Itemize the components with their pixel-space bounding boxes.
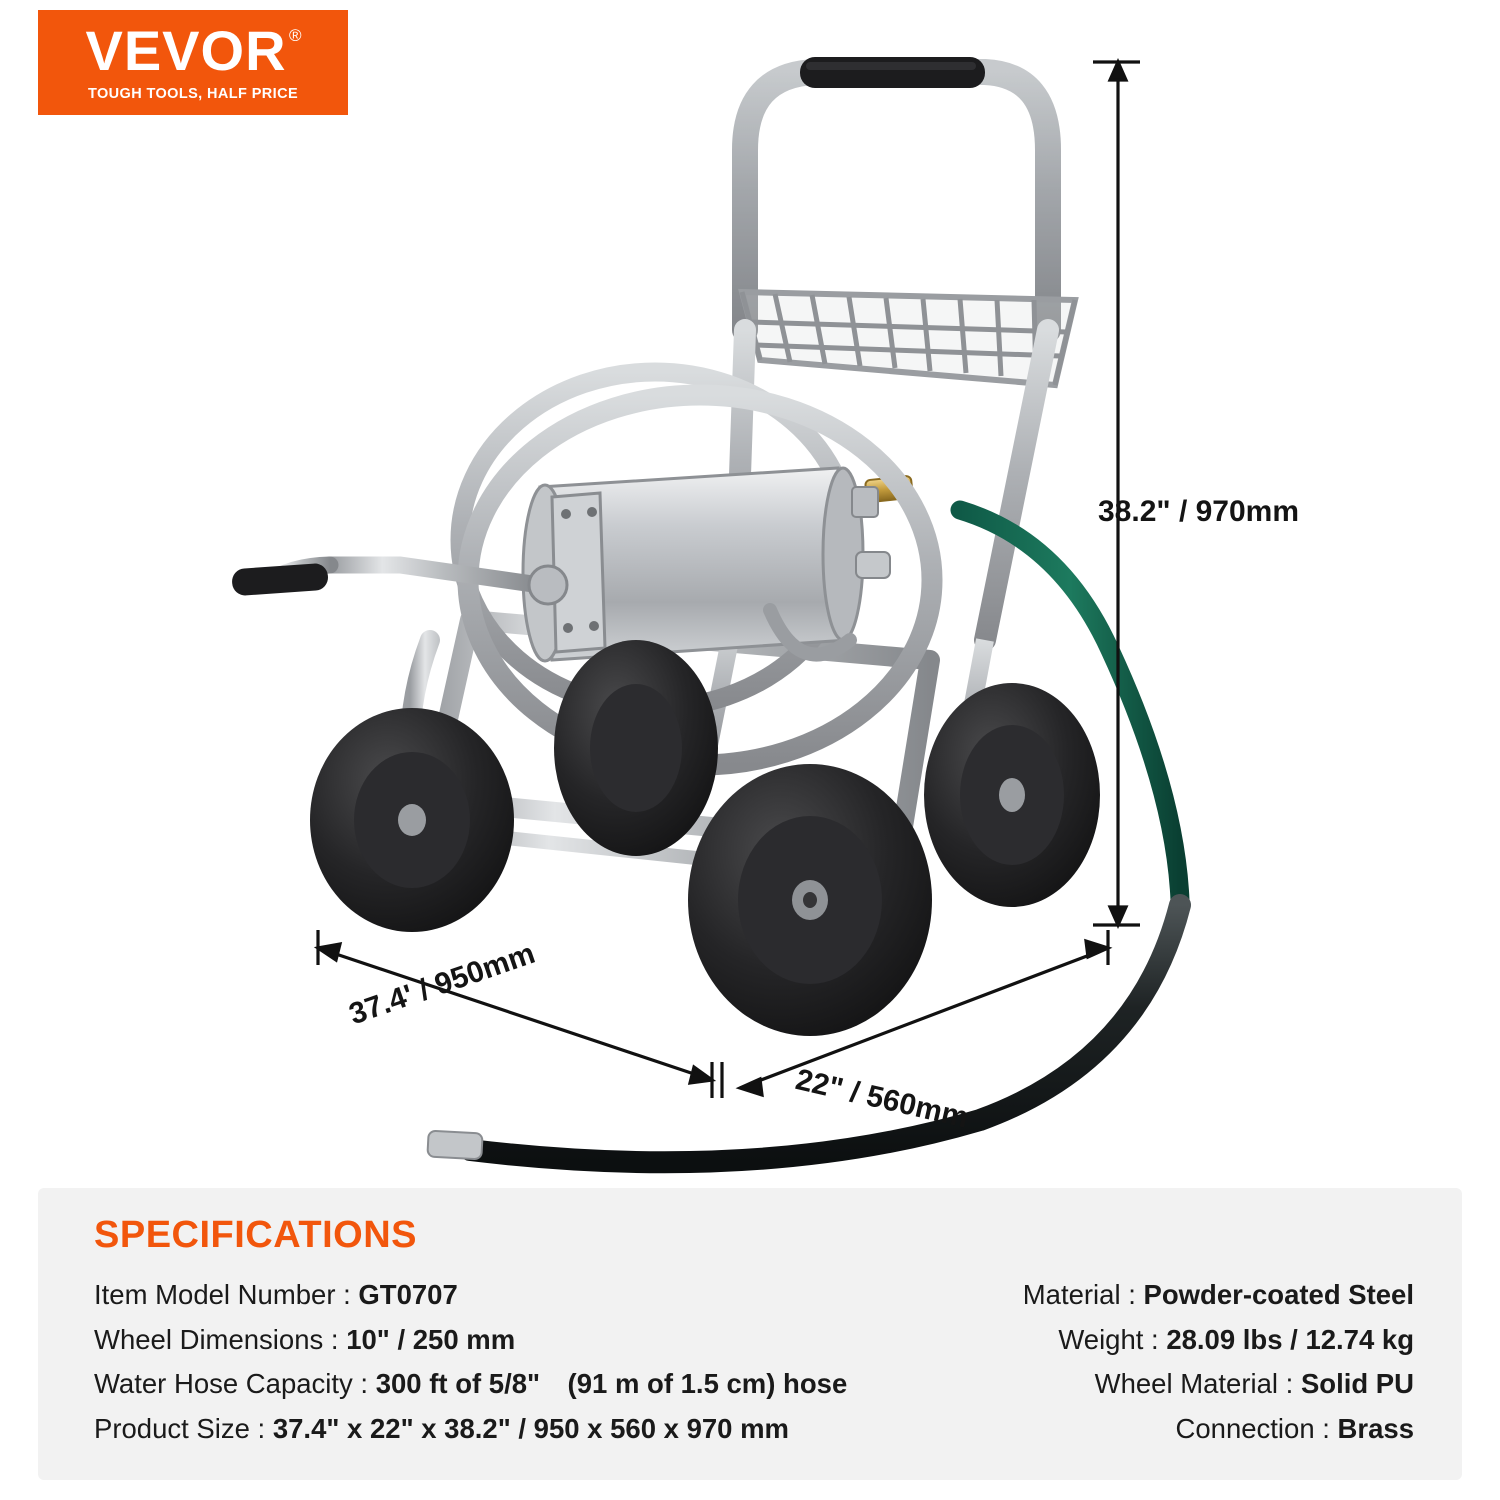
spec-key: Connection :	[1175, 1412, 1330, 1444]
specifications-right-column	[1023, 1273, 1428, 1451]
spec-value: 28.09 lbs / 12.74 kg	[1166, 1323, 1414, 1355]
spec-value: 37.4" x 22" x 38.2" / 950 x 560 x 970 mm	[272, 1412, 790, 1444]
spec-row	[1023, 1273, 1414, 1318]
registered-mark-icon: ®	[289, 26, 303, 45]
spec-value: GT0707	[358, 1279, 458, 1310]
spec-key: Wheel Dimensions :	[94, 1323, 339, 1355]
spec-key: Item Model Number :	[94, 1279, 351, 1310]
spec-value: Brass	[1337, 1412, 1414, 1444]
spec-key: Product Size :	[94, 1412, 266, 1444]
spec-row	[94, 1318, 515, 1363]
specifications-title: SPECIFICATIONS	[94, 1214, 417, 1256]
spec-row	[94, 1273, 458, 1318]
wheel-front-right	[688, 764, 932, 1036]
dimension-label-width: 37.4' / 950mm	[345, 936, 540, 1032]
wheel-rear-left	[554, 640, 718, 856]
spec-value: 300 ft of 5/8" (91 m of 1.5 cm) hose	[375, 1368, 848, 1400]
wheel-rear-right	[924, 683, 1100, 907]
spec-key: Material :	[1022, 1279, 1136, 1310]
dimension-label-height: 38.2" / 970mm	[1098, 495, 1300, 528]
basket	[742, 292, 1075, 385]
spec-row	[94, 1362, 847, 1407]
spec-value: Solid PU	[1300, 1368, 1414, 1400]
spec-key: Weight :	[1058, 1323, 1159, 1355]
wheel-front-left	[310, 708, 514, 932]
spec-key: Wheel Material :	[1094, 1368, 1294, 1400]
spec-row	[1095, 1362, 1414, 1407]
specifications-panel	[38, 1188, 1462, 1480]
spec-value: Powder-coated Steel	[1143, 1279, 1414, 1310]
brand-tagline: TOUGH TOOLS, HALF PRICE	[87, 86, 299, 102]
spec-row	[1058, 1318, 1414, 1363]
specifications-left-column	[72, 1273, 847, 1451]
spec-key: Water Hose Capacity :	[94, 1368, 369, 1400]
brand-name-text: VEVOR	[85, 19, 287, 82]
dimension-label-depth: 22" / 560mm	[792, 1063, 972, 1135]
spec-row	[94, 1407, 789, 1452]
spec-value: 10" / 250 mm	[346, 1323, 516, 1355]
spec-row	[1176, 1407, 1415, 1452]
specifications-grid	[72, 1273, 1428, 1451]
